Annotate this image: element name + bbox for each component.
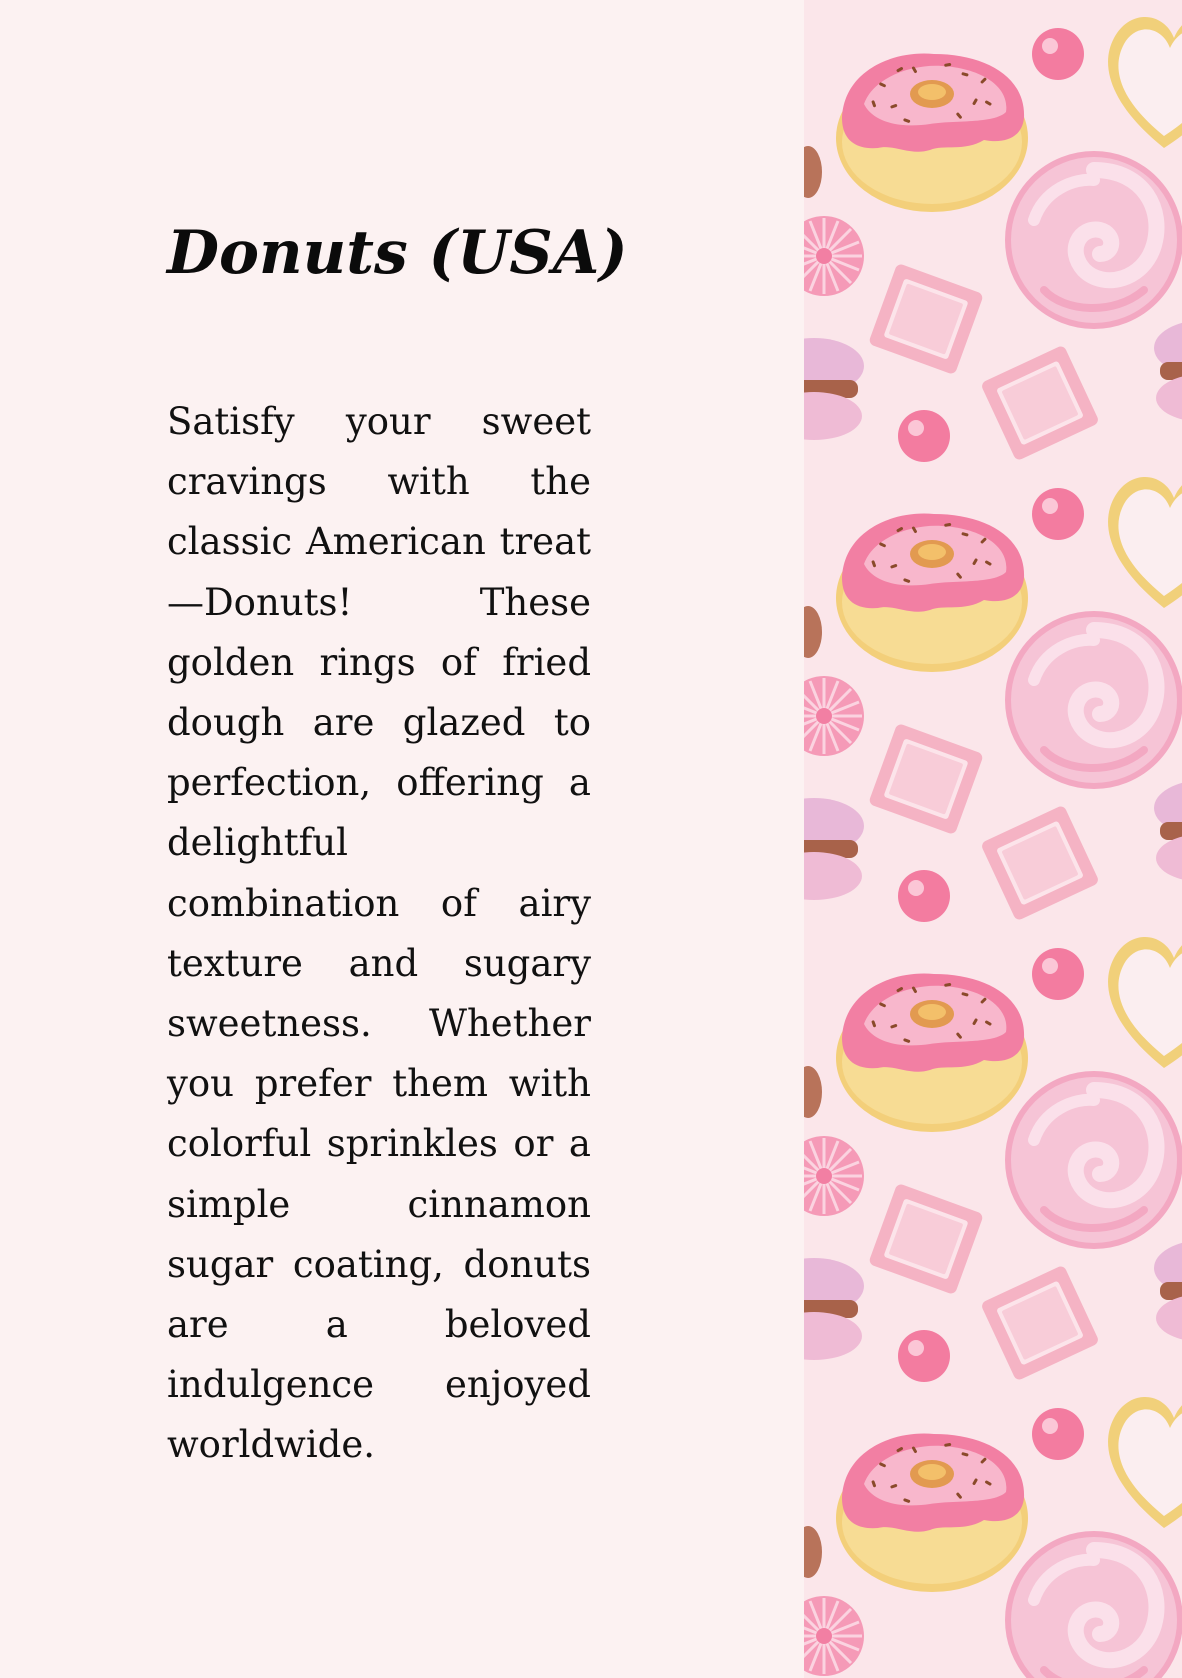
heart-cookie-icon [1108, 1395, 1182, 1528]
candy-ball-icon [898, 870, 950, 922]
donut-icon [836, 1434, 1028, 1592]
pink-pompom-icon [804, 676, 864, 756]
article-body: Satisfy your sweet cravings with the classic American treat—Donuts! These golden rings of fried dough are glazed to perfection, offering a delightful combination of airy texture and sugary sweetness. Whether you prefer them with colorful sprinkles or a simple cinnamon sugar coating, donuts are a beloved indulgence enjoyed worldwide. [167, 400, 591, 1467]
heart-cookie-icon [1108, 15, 1182, 148]
pink-pompom-icon [804, 216, 864, 296]
chocolate-piece-icon [804, 1526, 822, 1578]
candy-ball-icon [1032, 488, 1084, 540]
chocolate-piece-icon [804, 606, 822, 658]
candy-ball-icon [1032, 948, 1084, 1000]
donut-icon [836, 54, 1028, 212]
donut-icon [836, 974, 1028, 1132]
macaron-icon [804, 338, 864, 440]
candy-ball-icon [1032, 28, 1084, 80]
macaron-icon [804, 1258, 864, 1360]
candy-ball-icon [898, 1330, 950, 1382]
decorative-pattern-panel [804, 0, 1182, 1678]
heart-cookie-icon [1108, 935, 1182, 1068]
macaron-icon [804, 798, 864, 900]
pattern-tile-3 [804, 935, 1182, 1382]
heart-cookie-icon [1108, 475, 1182, 608]
meringue-swirl-icon [1008, 614, 1180, 786]
chocolate-square-icon [980, 1265, 1100, 1382]
pink-pompom-icon [804, 1596, 864, 1676]
candy-ball-icon [1032, 1408, 1084, 1460]
pattern-tile-4 [804, 1395, 1182, 1678]
macaron-icon [1154, 320, 1182, 422]
chocolate-square-icon [980, 345, 1100, 462]
pattern-tile-1 [804, 15, 1182, 462]
macaron-icon [1154, 780, 1182, 882]
chocolate-square-icon [868, 1183, 984, 1295]
pink-pompom-icon [804, 1136, 864, 1216]
chocolate-square-icon [868, 263, 984, 375]
meringue-swirl-icon [1008, 154, 1180, 326]
chocolate-piece-icon [804, 1066, 822, 1118]
meringue-swirl-icon [1008, 1534, 1180, 1678]
macaron-icon [1154, 1240, 1182, 1342]
chocolate-piece-icon [804, 146, 822, 198]
meringue-swirl-icon [1008, 1074, 1180, 1246]
chocolate-square-icon [980, 805, 1100, 922]
chocolate-square-icon [868, 723, 984, 835]
sweets-pattern-illustration [804, 0, 1182, 1678]
pattern-tile-2 [804, 475, 1182, 922]
donut-icon [836, 514, 1028, 672]
candy-ball-icon [898, 410, 950, 462]
page-title: Donuts (USA) [167, 218, 628, 288]
